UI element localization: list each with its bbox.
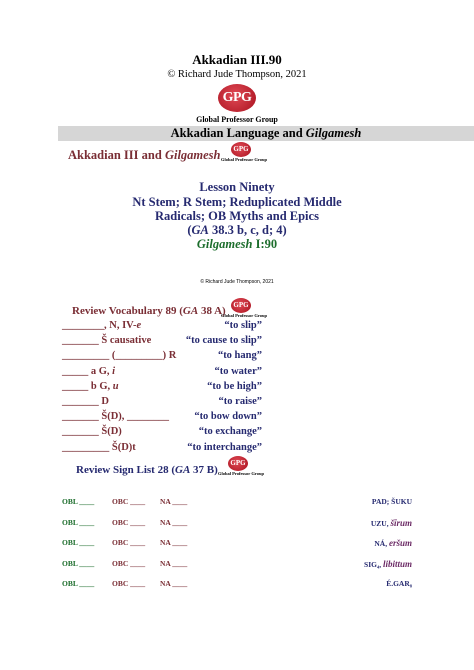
obl-blank: OBL ____ <box>62 558 95 568</box>
vocab-logo-caption: Global Professor Group <box>221 313 268 318</box>
page-title: Akkadian III.90 <box>192 52 282 67</box>
vocab-gloss: “to cause to slip” <box>185 335 262 347</box>
obl-blank: OBL ____ <box>62 579 95 588</box>
vocab-row <box>62 381 262 392</box>
sign-name: É.GAR₈ <box>386 579 412 588</box>
ref-rest: 38.3 b, c, d; 4) <box>208 223 287 237</box>
vocab-akkadian: _______ Š(D) <box>62 426 122 438</box>
vocab-row <box>62 350 262 361</box>
gpg-logo: GPG <box>218 84 256 112</box>
vocab-row <box>62 396 262 407</box>
obl-blank: OBL ____ <box>62 538 95 547</box>
vocab-class: u <box>112 380 119 392</box>
sign-name: UZU, šīrum <box>370 517 412 528</box>
sign-name: NÁ, eršum <box>374 538 412 548</box>
slide-header-text: Akkadian III and <box>68 148 165 162</box>
banner-text: Akkadian Language and <box>170 126 306 140</box>
vocab-akkadian: _______ Š(D), ________ <box>62 411 170 423</box>
vocab-title-text: Review Vocabulary 89 ( <box>72 305 183 317</box>
slide-header-italic: Gilgamesh <box>164 148 221 162</box>
gilgamesh-rest: I:90 <box>252 237 278 251</box>
sign-name: PAD; ŠUKU <box>371 497 412 506</box>
lesson-subtitle-2: Radicals; OB Myths and Epics <box>155 209 319 223</box>
vocab-gloss: “to bow down” <box>194 411 262 423</box>
obc-blank: OBC ____ <box>112 497 146 506</box>
vocab-row <box>62 442 262 453</box>
sign-row <box>62 579 412 591</box>
vocab-class: e <box>136 320 142 331</box>
sign-name: SIG₄, libittum <box>364 558 412 569</box>
slide-logo-caption: Global Professor Group <box>221 157 268 162</box>
vocab-gloss: “to hang” <box>217 350 262 362</box>
vocab-logo <box>221 298 268 318</box>
slide-logo <box>221 142 268 162</box>
lesson-reference <box>0 223 474 238</box>
slide-copyright: © Richard Jude Thompson, 2021 <box>200 279 274 285</box>
vocab-logo-mark: GPG <box>231 298 251 313</box>
vocab-row <box>62 411 262 422</box>
vocab-gloss: “to exchange” <box>198 426 262 438</box>
vocab-row <box>62 320 262 331</box>
vocab-akkadian: _______ Š causative <box>62 335 152 347</box>
obc-blank: OBC ____ <box>112 579 146 588</box>
gpg-caption: Global Professor Group <box>196 115 278 124</box>
sign-title-italic: GA <box>175 464 191 476</box>
obl-blank: OBL ____ <box>62 497 95 506</box>
lesson-subtitle-1: Nt Stem; R Stem; Reduplicated Middle <box>132 195 342 209</box>
banner-italic: Gilgamesh <box>305 126 362 140</box>
na-blank: NA ____ <box>160 558 188 568</box>
na-blank: NA ____ <box>160 579 188 588</box>
vocab-akkadian: _________ Š(D)t <box>62 441 136 453</box>
obc-blank: OBC ____ <box>112 538 146 547</box>
sign-row <box>62 497 412 509</box>
vocab-row <box>62 426 262 437</box>
sign-value: eršum <box>388 538 412 548</box>
vocab-gloss: “to water” <box>214 365 262 377</box>
vocab-gloss: “to interchange” <box>187 441 262 453</box>
sign-value: libittum <box>382 558 412 569</box>
sign-value: šīrum <box>390 517 412 528</box>
vocab-akkadian: _____ a G, i <box>62 365 116 377</box>
gilgamesh-line <box>0 237 474 252</box>
vocab-akkadian: _______ D <box>62 396 109 407</box>
vocab-gloss: “to be high” <box>207 380 262 392</box>
vocab-title <box>72 305 226 317</box>
vocab-gloss: “to raise” <box>218 396 262 407</box>
lesson-number: Lesson Ninety <box>199 180 275 194</box>
sign-title-rest: 37 B) <box>190 464 218 476</box>
course-banner <box>58 126 474 141</box>
ref-open: ( <box>187 223 192 237</box>
sign-list-logo-mark: GPG <box>228 456 248 471</box>
obc-blank: OBC ____ <box>112 558 146 568</box>
na-blank: NA ____ <box>160 517 188 527</box>
vocab-gloss: “to slip” <box>224 320 262 331</box>
sign-list-title <box>76 464 218 476</box>
sign-list-logo <box>218 456 265 476</box>
vocab-akkadian: ________, N, IV-e <box>62 320 142 331</box>
ref-italic: GA <box>191 223 209 237</box>
obc-blank: OBC ____ <box>112 517 146 527</box>
vocab-akkadian: _____ b G, u <box>62 380 119 392</box>
vocab-title-rest: 38 A) <box>198 305 226 317</box>
gilgamesh-italic: Gilgamesh <box>196 237 253 251</box>
sign-list-logo-caption: Global Professor Group <box>218 471 265 476</box>
obl-blank: OBL ____ <box>62 517 95 527</box>
vocab-title-italic: GA <box>182 305 199 317</box>
copyright-line: © Richard Jude Thompson, 2021 <box>167 69 307 80</box>
vocab-row <box>62 335 262 346</box>
sign-row <box>62 518 412 530</box>
na-blank: NA ____ <box>160 538 188 547</box>
sign-title-text: Review Sign List 28 ( <box>76 464 175 476</box>
slide-logo-mark: GPG <box>231 142 251 157</box>
na-blank: NA ____ <box>160 497 188 506</box>
sign-row <box>62 559 412 571</box>
slide-header <box>68 148 221 163</box>
sign-row <box>62 538 412 550</box>
vocab-row <box>62 366 262 377</box>
vocab-class: i <box>112 365 116 377</box>
vocab-akkadian: _________ (_________) R <box>62 350 177 362</box>
